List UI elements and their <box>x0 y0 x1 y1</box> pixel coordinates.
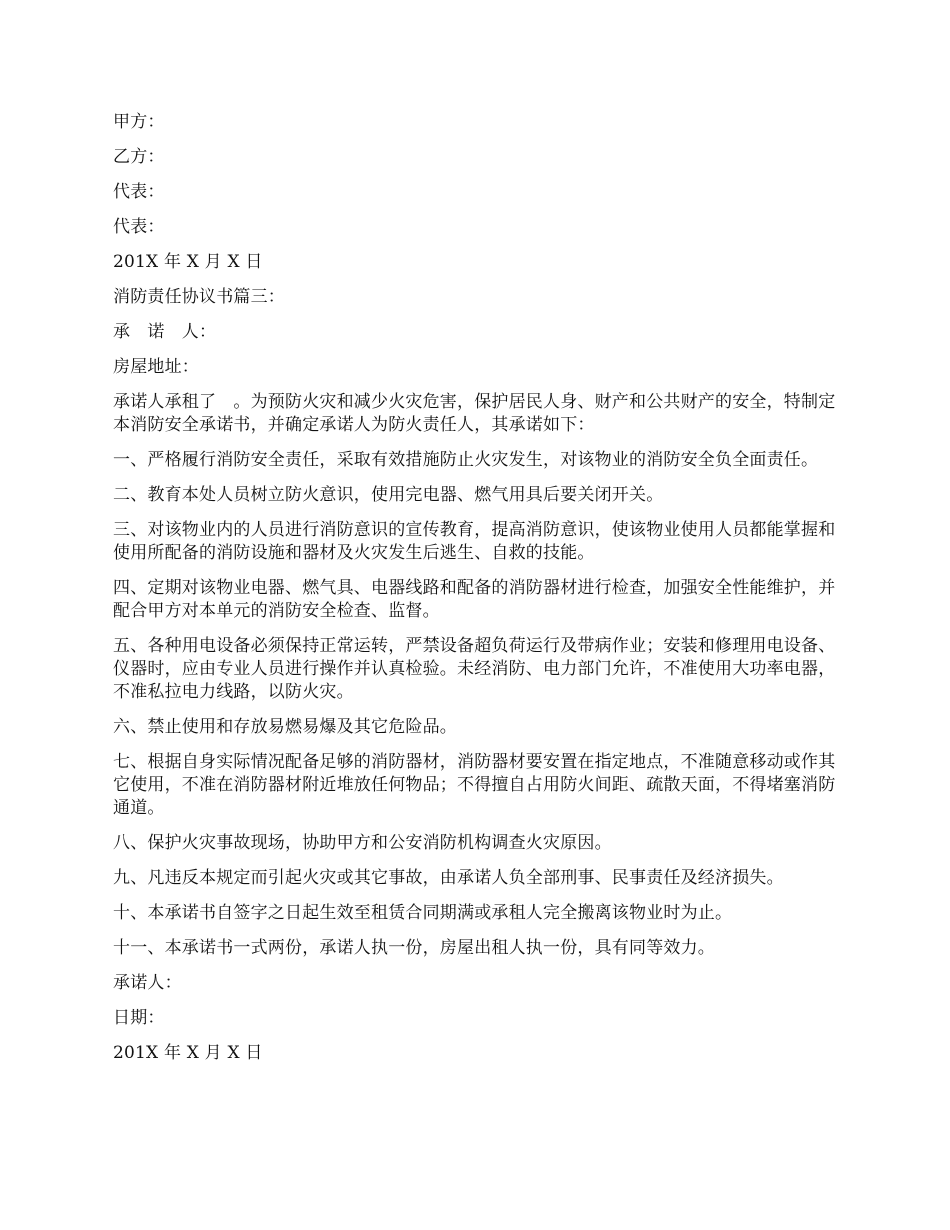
clause-6: 六、禁止使用和存放易燃易爆及其它危险品。 <box>113 717 457 737</box>
promisor-signature-label: 承诺人： <box>113 973 182 993</box>
clause-2: 二、教育本处人员树立防火意识，使用完电器、燃气用具后要关闭开关。 <box>113 485 664 505</box>
house-address-label: 房屋地址： <box>113 357 199 377</box>
clause-9: 九、凡违反本规定而引起火灾或其它事故，由承诺人负全部刑事、民事责任及经济损失。 <box>113 868 784 888</box>
clause-1: 一、严格履行消防安全责任，采取有效措施防止火灾发生，对该物业的消防安全负全面责任。 <box>113 450 819 470</box>
clause-10: 十、本承诺书自签字之日起生效至租赁合同期满或承租人完全搬离该物业时为止。 <box>113 903 733 923</box>
party-a-label: 甲方： <box>113 112 165 132</box>
date-line: 201X 年 X 月 X 日 <box>113 252 263 272</box>
document-body <box>113 111 843 1077</box>
clause-7: 七、根据自身实际情况配备足够的消防器材，消防器材要安置在指定地点，不准随意移动或作其它使用，不准在消防器材附近堆放任何物品；不得擅自占用防火间距、疏散天面，不得堵塞消防通道。 <box>113 752 836 818</box>
party-b-label: 乙方： <box>113 147 165 167</box>
promisor-label: 承 诺 人： <box>113 322 217 342</box>
clause-3: 三、对该物业内的人员进行消防意识的宣传教育，提高消防意识，使该物业使用人员都能掌握和使用所配备的消防设施和器材及火灾发生后逃生、自救的技能。 <box>113 520 836 563</box>
section-title: 消防责任协议书篇三： <box>113 287 285 307</box>
date-line: 201X 年 X 月 X 日 <box>113 1043 263 1063</box>
intro-paragraph: 承诺人承租了 。为预防火灾和减少火灾危害，保护居民人身、财产和公共财产的安全，特制定本消防安全承诺书，并确定承诺人为防火责任人，其承诺如下： <box>113 392 836 435</box>
clause-11: 十一、本承诺书一式两份，承诺人执一份，房屋出租人执一份，具有同等效力。 <box>113 938 715 958</box>
date-label: 日期： <box>113 1008 165 1028</box>
representative-label: 代表： <box>113 217 165 237</box>
clause-5: 五、各种用电设备必须保持正常运转，严禁设备超负荷运行及带病作业；安装和修理用电设备、仪器时，应由专业人员进行操作并认真检验。未经消防、电力部门允许，不准使用大功率电器，不准私拉电力线路，以防火灾。 <box>113 636 836 702</box>
representative-label: 代表： <box>113 182 165 202</box>
clause-8: 八、保护火灾事故现场，协助甲方和公安消防机构调查火灾原因。 <box>113 833 612 853</box>
clause-4: 四、定期对该物业电器、燃气具、电器线路和配备的消防器材进行检查，加强安全性能维护，并配合甲方对本单元的消防安全检查、监督。 <box>113 578 836 621</box>
